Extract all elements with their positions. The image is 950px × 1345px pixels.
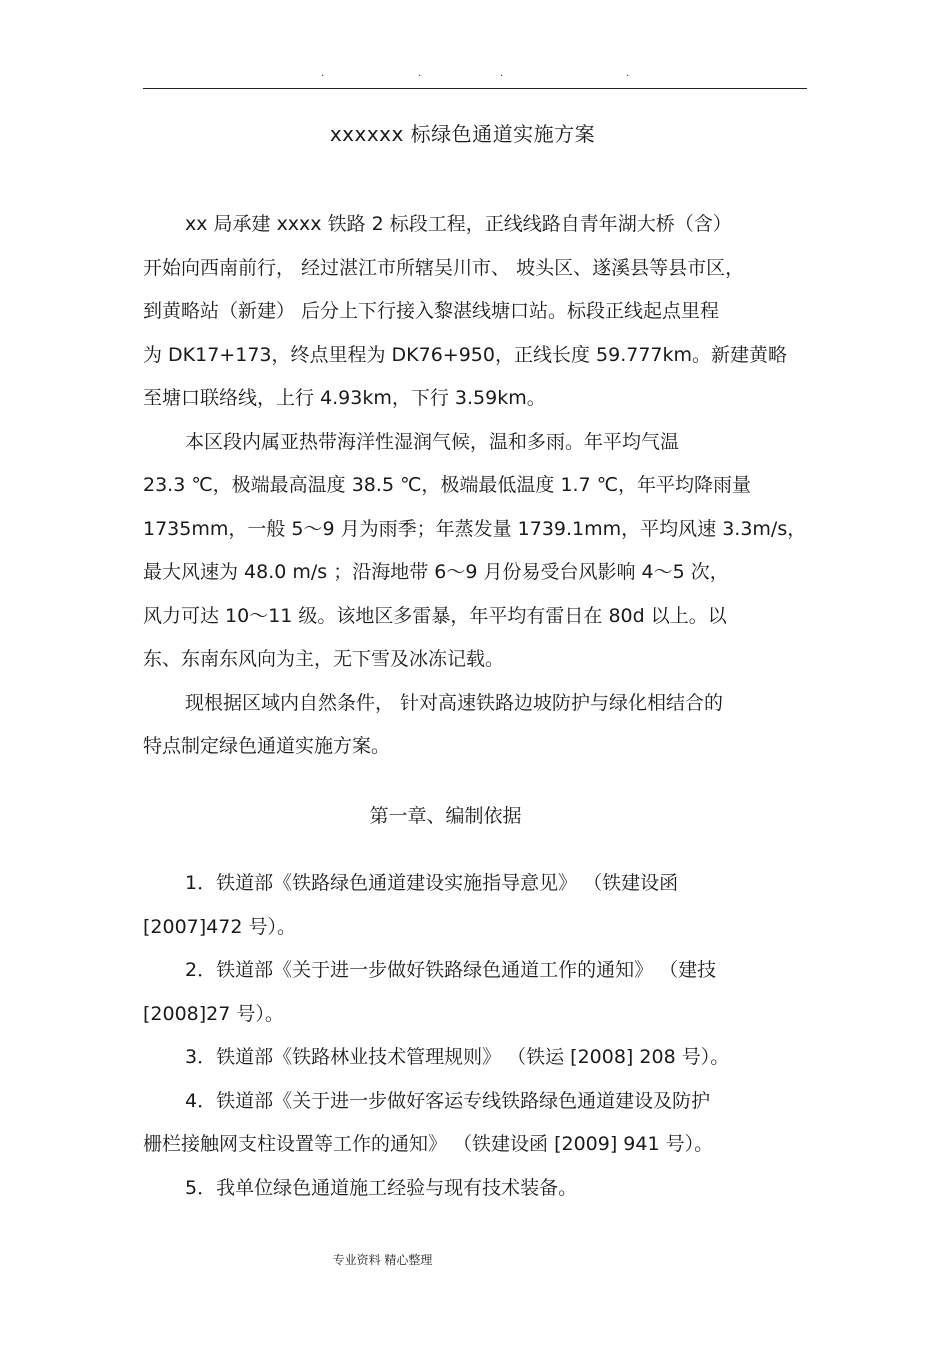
text-line: [2007]472 号）。 (143, 915, 296, 938)
text-line: 1．铁道部《铁路绿色通道建设实施指导意见》 （铁建设函 (185, 872, 679, 894)
text-line: 3．铁道部《铁路林业技术管理规则》 （铁运 [2008] 208 号）。 (185, 1046, 730, 1068)
document-title: xxxxxx 标绿色通道实施方案 (329, 122, 596, 146)
header-rule (143, 88, 807, 89)
text-line: 栅栏接触网支柱设置等工作的通知》 （铁建设函 [2009] 941 号）。 (143, 1133, 714, 1155)
text-line: [2008]27 号）。 (143, 1002, 284, 1025)
text-line: 最大风速为 48.0 m/s ；沿海地带 6～9 月份易受台风影响 4～5 次， (143, 561, 729, 583)
text-line: 为 DK17+173，终点里程为 DK76+950，正线长度 59.777km。新建黄略 (143, 343, 788, 366)
reference-item-1 (143, 862, 808, 949)
page-footer: 专业资料 精心整理 (332, 1253, 433, 1267)
header-dot: . (418, 68, 422, 79)
text-line: 23.3 ℃，极端最高温度 38.5 ℃，极端最低温度 1.7 ℃，年平均降雨量 (143, 474, 752, 496)
intro-paragraph-2 (143, 421, 808, 682)
header-dots (143, 68, 807, 82)
text-line: 现根据区域内自然条件， 针对高速铁路边坡防护与绿化相结合的 (185, 691, 724, 714)
intro-paragraph-3 (143, 682, 808, 769)
text-line: xx 局承建 xxxx 铁路 2 标段工程，正线线路自青年湖大桥（含） (185, 213, 732, 235)
text-line: 1735mm，一般 5～9 月为雨季；年蒸发量 1739.1mm，平均风速 3.3m/s， (143, 517, 807, 540)
text-line: 本区段内属亚热带海洋性湿润气候，温和多雨。年平均气温 (185, 430, 680, 453)
header-dot: . (321, 68, 325, 79)
text-line: 开始向西南前行， 经过湛江市所辖吴川市、 坡头区、遂溪县等县市区， (143, 256, 745, 279)
text-line: 到黄略站（新建） 后分上下行接入黎湛线塘口站。标段正线起点里程 (143, 300, 720, 322)
reference-item-5 (143, 1167, 808, 1211)
chapter-heading: 第一章、编制依据 (369, 804, 522, 827)
text-line: 5．我单位绿色通道施工经验与现有技术装备。 (185, 1176, 578, 1199)
document-body (143, 203, 808, 1210)
header-dot: . (500, 68, 504, 79)
header-dot: . (626, 68, 630, 79)
reference-item-4 (143, 1080, 808, 1167)
intro-paragraph-1 (143, 203, 808, 421)
text-line: 至塘口联络线，上行 4.93km，下行 3.59km。 (143, 387, 546, 409)
text-line: 特点制定绿色通道实施方案。 (143, 735, 391, 757)
text-line: 东、东南东风向为主，无下雪及冰冻记载。 (143, 648, 505, 670)
reference-item-2 (143, 949, 808, 1036)
reference-item-3 (143, 1036, 808, 1080)
text-line: 4．铁道部《关于进一步做好客运专线铁路绿色通道建设及防护 (185, 1089, 711, 1112)
text-line: 2．铁道部《关于进一步做好铁路绿色通道工作的通知》 （建技 (185, 959, 717, 981)
text-line: 风力可达 10～11 级。该地区多雷暴，年平均有雷日在 80d 以上。以 (143, 604, 727, 627)
